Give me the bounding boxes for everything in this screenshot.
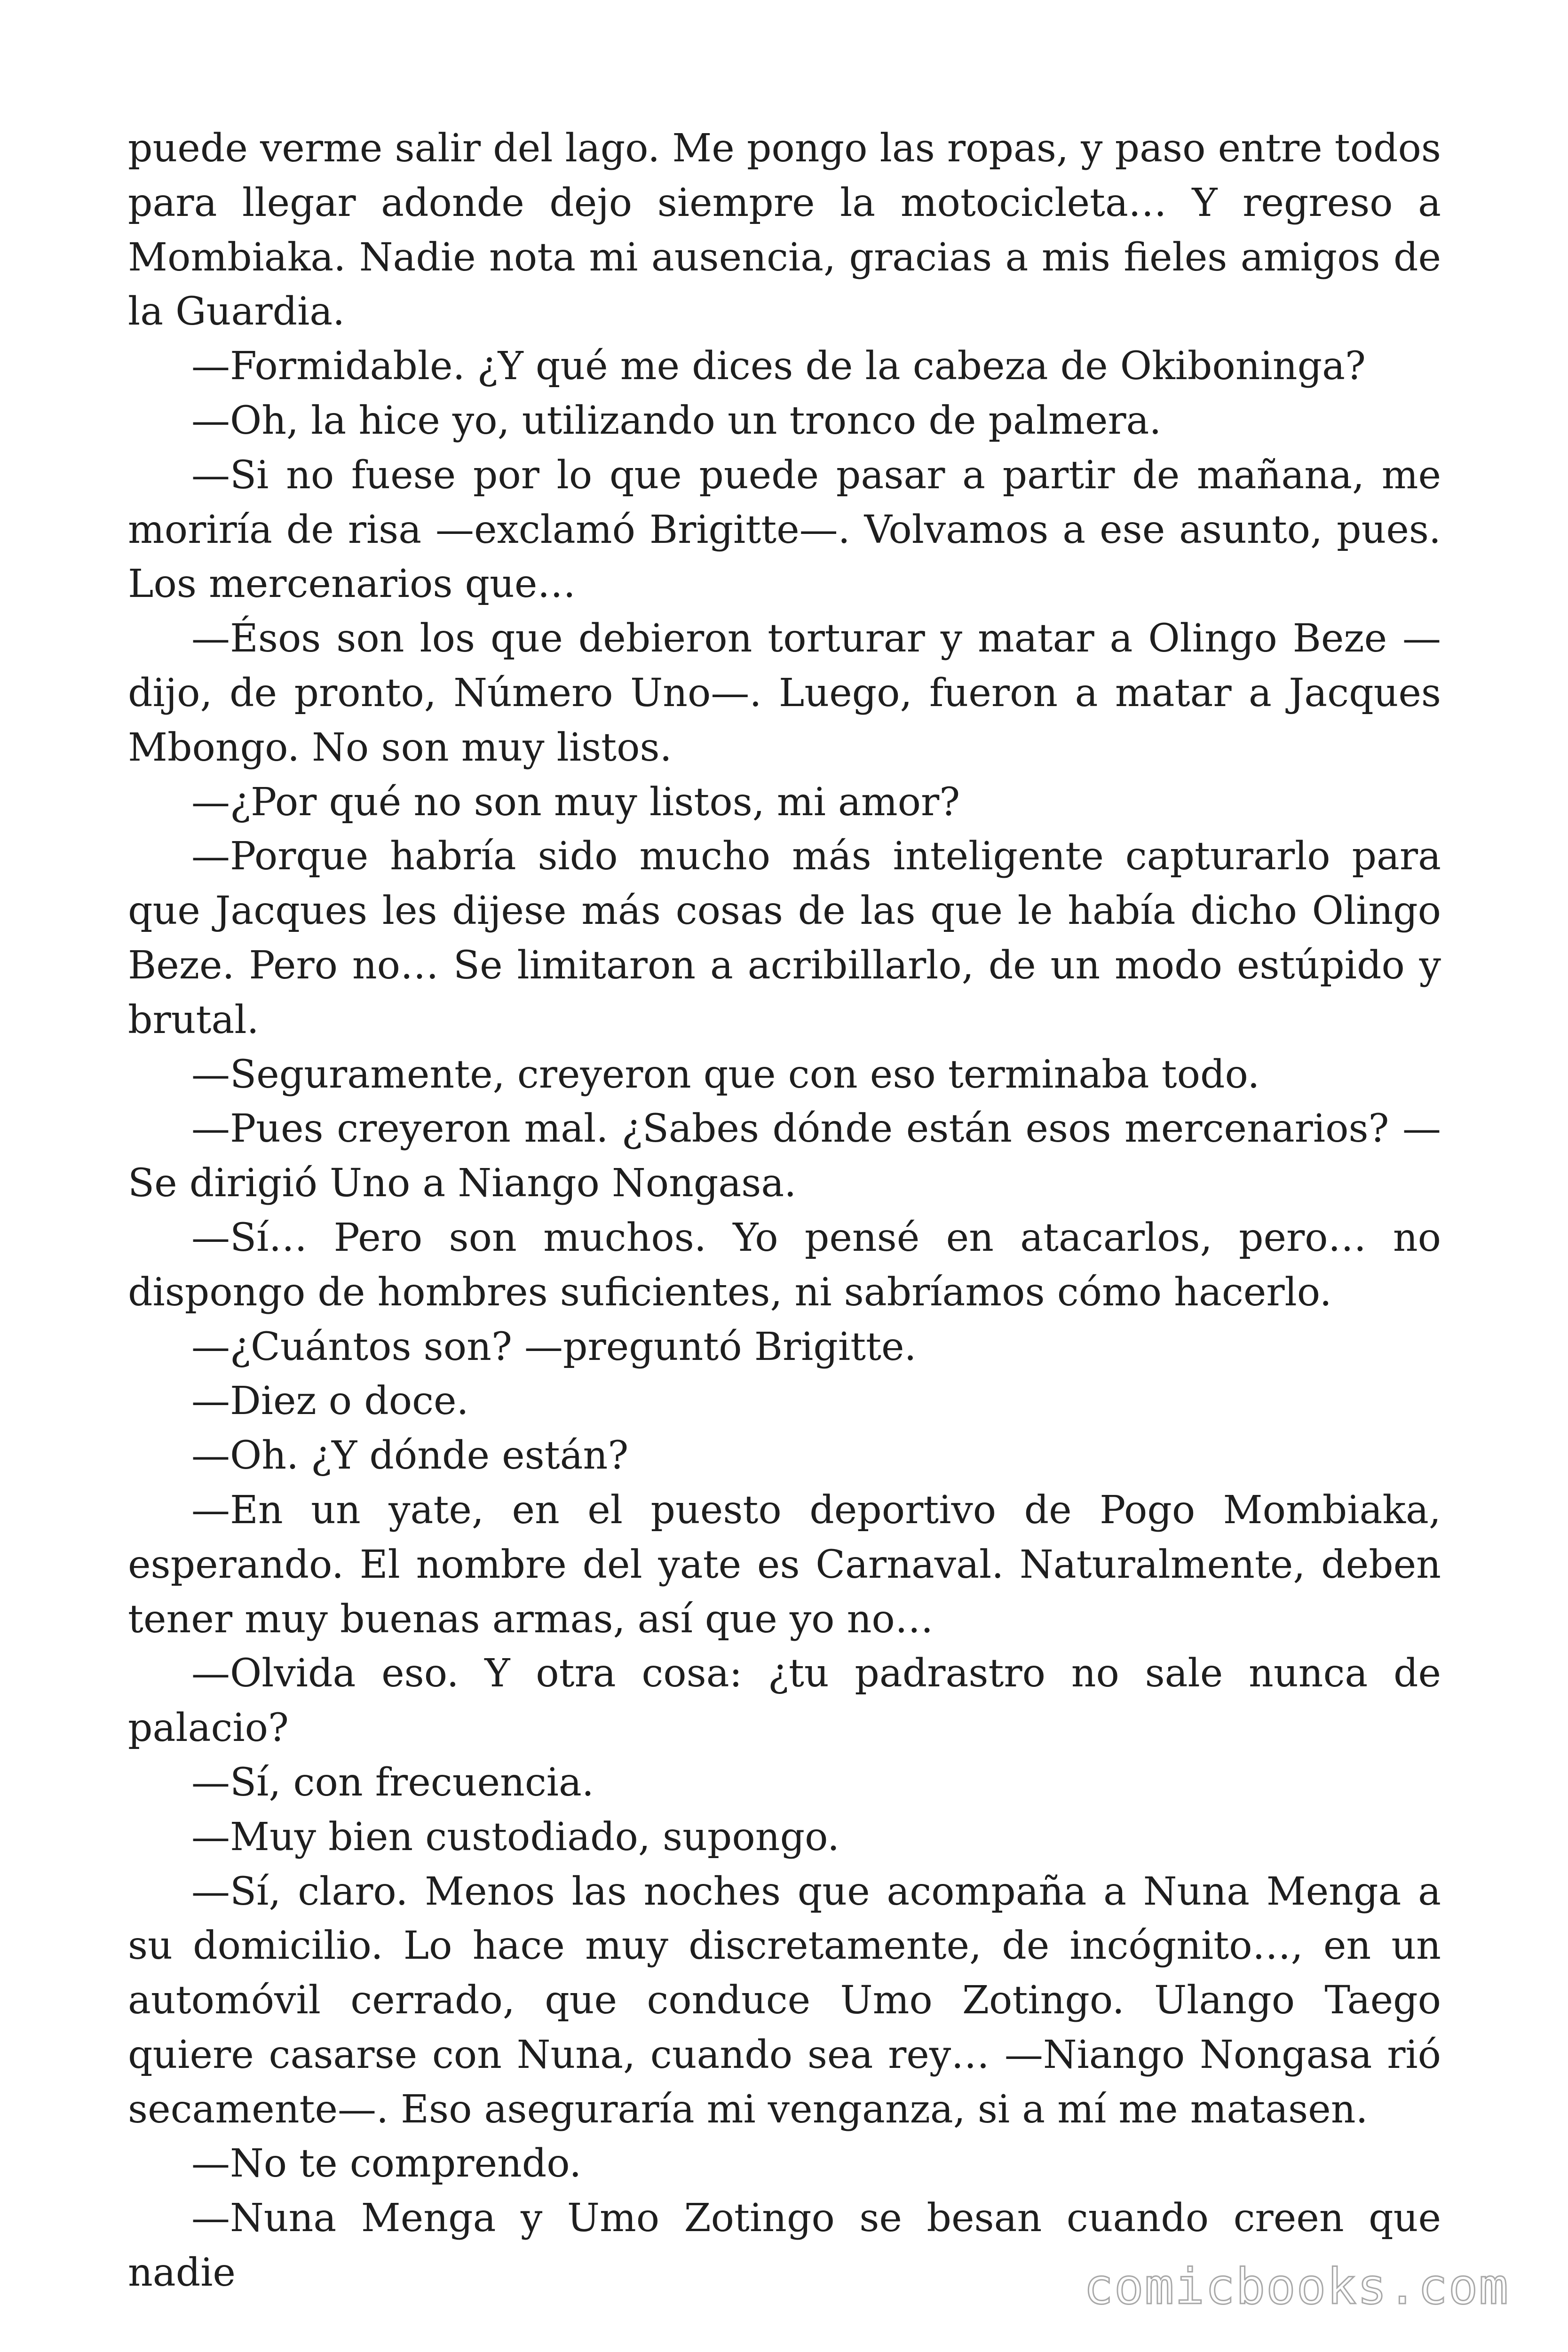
paragraph: —Sí, con frecuencia. (191, 1760, 594, 1805)
paragraph: —Olvida eso. Y otra cosa: ¿tu padrastro no sale nunca de palacio? (128, 1651, 1441, 1751)
page-text (128, 121, 1441, 2300)
paragraph: —Pues creyeron mal. ¿Sabes dónde están esos mercenarios? — Se dirigió Uno a Niango Nongasa. (128, 1106, 1441, 1206)
paragraph: —¿Cuántos son? —preguntó Brigitte. (191, 1324, 917, 1369)
paragraph: —Nuna Menga y Umo Zotingo se besan cuando creen que nadie (128, 2196, 1441, 2296)
paragraph: —Porque habría sido mucho más inteligente capturarlo para que Jacques les dijese más cosas de las que le había dicho Olingo Beze. Pero no… Se limitaron a acribillarlo, de un modo estúpido y brutal. (128, 834, 1441, 1042)
paragraph: —Ésos son los que debieron torturar y matar a Olingo Beze — dijo, de pronto, Número Uno—. Luego, fueron a matar a Jacques Mbongo. No son muy listos. (128, 616, 1441, 770)
paragraph: —Si no fuese por lo que puede pasar a partir de mañana, me moriría de risa —exclamó Brigitte—. Volvamos a ese asunto, pues. Los mercenarios que… (128, 453, 1441, 607)
paragraph: puede verme salir del lago. Me pongo las ropas, y paso entre todos para llegar adonde dejo siempre la motocicleta… Y regreso a Mombiaka. Nadie nota mi ausencia, gracias a mis fieles amigos de la Guardia. (128, 126, 1441, 334)
paragraph: —Muy bien custodiado, supongo. (191, 1814, 840, 1859)
watermark-text: comicbooks.com (1084, 2258, 1509, 2315)
paragraph: —Sí, claro. Menos las noches que acompaña a Nuna Menga a su domicilio. Lo hace muy discretamente, de incógnito…, en un automóvil cerrado, que conduce Umo Zotingo. Ulango Taego quiere casarse con Nuna, cuando sea rey… —Niango Nongasa rió secamente—. Eso aseguraría mi venganza, si a mí me matasen. (128, 1869, 1441, 2132)
paragraph: —No te comprendo. (191, 2141, 582, 2186)
paragraph: —En un yate, en el puesto deportivo de Pogo Mombiaka, esperando. El nombre del yate es Carnaval. Naturalmente, deben tener muy buenas armas, así que yo no… (128, 1487, 1441, 1642)
paragraph: —Oh, la hice yo, utilizando un tronco de palmera. (191, 398, 1162, 443)
paragraph: —Seguramente, creyeron que con eso terminaba todo. (191, 1052, 1260, 1097)
paragraph: —¿Por qué no son muy listos, mi amor? (191, 779, 960, 825)
paragraph: —Formidable. ¿Y qué me dices de la cabeza de Okiboninga? (191, 344, 1366, 389)
paragraph: —Oh. ¿Y dónde están? (191, 1433, 629, 1478)
paragraph: —Diez o doce. (191, 1379, 469, 1424)
paragraph: —Sí… Pero son muchos. Yo pensé en atacarlos, pero… no dispongo de hombres suficientes, ni sabríamos cómo hacerlo. (128, 1215, 1441, 1315)
